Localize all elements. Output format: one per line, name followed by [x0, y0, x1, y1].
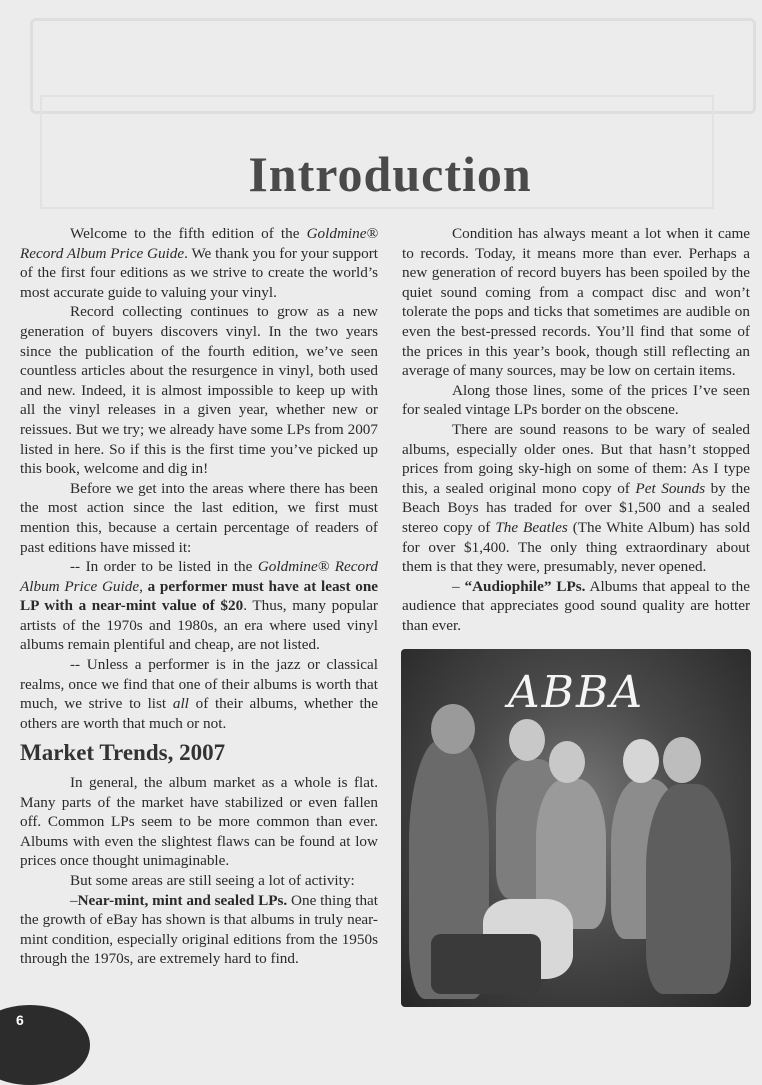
text-run: One thing that the growth of eBay has shown is that albums in truly near-mint condition, especially original editions from the 1950s through the 1970s, are extremely hard to find. — [20, 891, 379, 968]
text-run: – — [70, 891, 78, 909]
text-run: by the Beach Boys has traded for over $1,500 and a sealed stereo copy of — [402, 479, 750, 536]
paragraph — [20, 891, 378, 969]
page-title: Introduction — [248, 146, 532, 202]
figure-head — [549, 741, 585, 783]
text-run: The Beatles — [495, 518, 568, 536]
text-run: -- Unless a performer is in the jazz or classical realms, once we find that one of their albums is worth that much, we strive to list — [20, 656, 378, 713]
right-column — [402, 224, 750, 635]
album-cover-photo — [401, 649, 751, 1007]
text-run: There are sound reasons to be wary of sealed albums, especially older ones. But that hasn’t stopped prices from going sky-high on some of them: As I type this, a sealed original mono copy of — [402, 420, 750, 497]
figure-head — [509, 719, 545, 761]
text-run: “Audiophile” LPs. — [464, 577, 586, 595]
text-run: a performer must have at least one LP with a near-mint value of $20 — [20, 577, 379, 615]
text-run: Welcome to the fifth edition of the — [70, 225, 307, 242]
text-run: , — [139, 577, 148, 595]
text-run: Goldmine® Record Album Price Guide — [20, 558, 379, 595]
paragraph: Condition has always meant a lot when it came to records. Today, it means more than ever. Perhaps a new generation of record buyers has been spoiled by the quiet sound coming from a compact disc and won’t tolerate the pops and ticks that sometimes are audible on even the best-pressed records. You’ll find that some of the prices in this year’s book, though still reflecting an average of many sources, may be low on certain items. — [402, 225, 750, 380]
paragraph — [20, 655, 378, 733]
text-run: Albums that appeal to the audience that appreciates good sound quality are hotter than ever. — [402, 577, 750, 634]
text-run: – — [452, 577, 465, 595]
paragraph — [402, 420, 750, 577]
text-run: . We thank you for your support of the first four editions as we strive to create the world’s most accurate guide to valuing your vinyl. — [20, 244, 378, 301]
text-run: -- In order to be listed in the — [70, 558, 258, 576]
suitcase — [431, 934, 541, 994]
paragraph: But some areas are still seeing a lot of activity: — [70, 872, 355, 889]
text-run: of their albums, whether the others are worth that much or not. — [20, 695, 379, 732]
paragraph — [20, 224, 378, 302]
left-column — [20, 224, 378, 969]
text-run: Goldmine® Record Album Price Guide — [20, 225, 378, 262]
page-number: 6 — [16, 1012, 24, 1028]
text-run: (The White Album) has sold for over $1,400. The only thing extraordinary about them is that they were, presumably, never opened. — [402, 518, 751, 576]
figure — [646, 784, 731, 994]
paragraph: Record collecting continues to grow as a new generation of buyers discovers vinyl. In the two years since the publication of the fourth edition, we’ve seen countless articles about the resurgence in vinyl, both used and new. Indeed, it is almost impossible to keep up with all the vinyl releases in a given year, whether new or reissues. But we try; we already have some LPs from 2007 listed in here. So if this is the first time you’ve picked up this book, welcome and dig in! — [20, 303, 378, 478]
text-run: Pet Sounds — [635, 479, 706, 497]
figure-head — [623, 739, 659, 783]
paragraph: Before we get into the areas where there has been the most action since the last edition, we first must mention this, because a certain percentage of readers of past editions have missed it: — [20, 479, 378, 556]
text-run: all — [172, 695, 189, 713]
paragraph — [402, 577, 750, 636]
abba-logo: ABBA — [507, 667, 645, 718]
section-heading: Market Trends, 2007 — [20, 740, 226, 766]
paragraph — [20, 557, 378, 655]
paragraph: Along those lines, some of the prices I’ve seen for sealed vintage LPs border on the obscene. — [402, 381, 750, 419]
text-run: Near-mint, mint and sealed LPs. — [77, 891, 288, 909]
figure-head — [663, 737, 701, 783]
paragraph: In general, the album market as a whole is flat. Many parts of the market have stabilized or even fallen off. Common LPs seem to be more common than ever. Albums with even the slightest flaws can be found at low prices once thought unimaginable. — [20, 774, 378, 870]
text-run: . Thus, many popular artists of the 1970s and 1980s, an era where used vinyl albums remain plentiful and cheap, are not listed. — [20, 597, 378, 654]
page-number-tab — [0, 1005, 90, 1085]
